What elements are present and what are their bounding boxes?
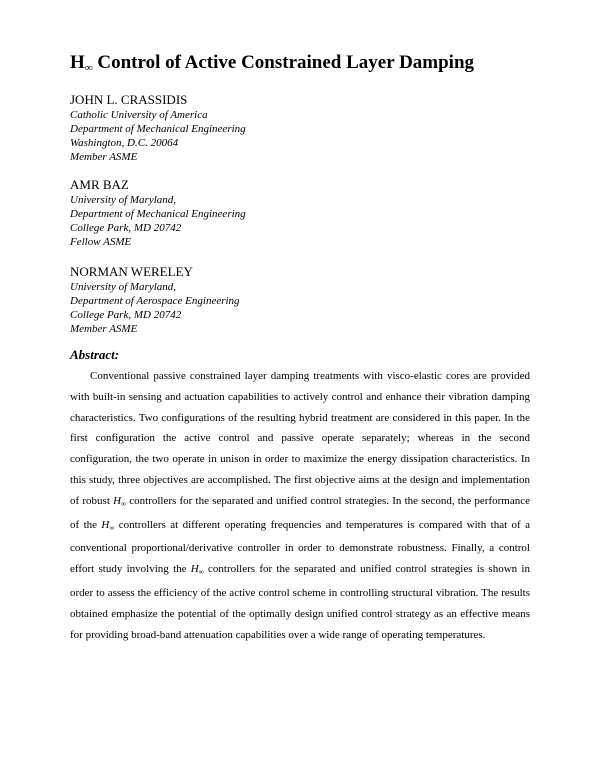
h-infinity-symbol: $H_\infty$ <box>190 563 204 577</box>
affiliation-line: Member ASME <box>70 323 138 335</box>
affiliation-line: College Park, MD 20742 <box>70 222 182 234</box>
author-affiliation-2 <box>70 193 246 249</box>
author-affiliation-3 <box>70 280 240 336</box>
affiliation-line: Washington, D.C. 20064 <box>70 137 179 149</box>
author-name-2: AMR BAZ <box>70 177 129 192</box>
abstract-text: controllers for the separated and unified control strategies is shown in order to assess the efficiency of the active control scheme in controlling structural vibration. The results obtained emphasize the potential of the optimally design unified control strategy as an effective means for providing broad-band attenuation capabilities over a wide range of operating temperatures. <box>70 563 530 641</box>
h-infinity-symbol: $H_\infty$ <box>113 494 127 508</box>
affiliation-line: Department of Mechanical Engineering <box>70 123 246 135</box>
affiliation-line: Catholic University of America <box>70 109 208 121</box>
abstract-text: controllers at different operating frequencies and temperatures is compared with that of a conventional proportional/derivative controller in order to demonstrate robustness. Finally, a control effort study involving the <box>70 518 530 576</box>
author-name-1: JOHN L. CRASSIDIS <box>70 92 188 107</box>
author-name-3: NORMAN WERELEY <box>70 264 193 279</box>
title-symbol: H <box>70 52 85 73</box>
h-infinity-symbol: $H_\infty$ <box>101 518 115 532</box>
affiliation-line: Department of Mechanical Engineering <box>70 208 246 220</box>
abstract-text: controllers for the separated and unified control strategies. In the second, the performance of the <box>70 494 531 531</box>
title-subscript: ∞ <box>84 62 93 74</box>
author-affiliation-1 <box>70 108 246 164</box>
affiliation-line: University of Maryland, <box>70 194 177 206</box>
affiliation-line: Member ASME <box>70 151 138 163</box>
affiliation-line: Fellow ASME <box>70 236 132 248</box>
affiliation-line: Department of Aerospace Engineering <box>70 295 240 307</box>
affiliation-line: University of Maryland, <box>70 281 177 293</box>
title-text: Control of Active Constrained Layer Damping <box>92 52 475 73</box>
abstract-body <box>70 366 530 645</box>
affiliation-line: College Park, MD 20742 <box>70 309 182 321</box>
abstract-heading: Abstract: <box>70 347 120 362</box>
paper-title <box>70 52 474 74</box>
abstract-text: Conventional passive constrained layer damping treatments with visco-elastic cores are provided with built-in sensing and actuation capabilities to actively control and enhance their vibration damping characteristics. Two configurations of the resulting hybrid treatment are considered in this paper. In the first configuration the active control and passive operate separately; whereas in the second configuration, the two operate in unison in order to maximize the energy dissipation characteristics. In this study, three objectives are accomplished. The first objective aims at the design and implementation of robust <box>70 370 530 507</box>
